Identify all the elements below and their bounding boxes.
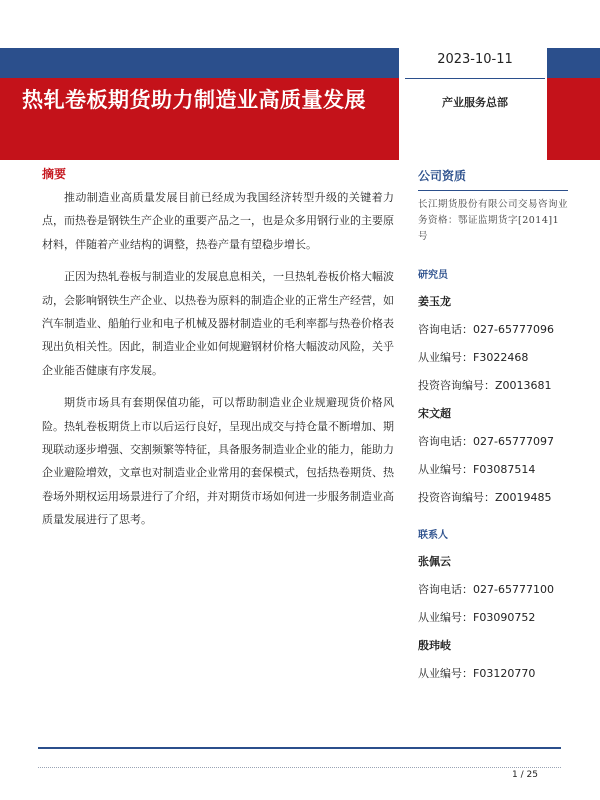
contact-license: 从业编号：F03090752	[418, 611, 536, 624]
footer-rule	[38, 747, 561, 749]
header-blue-band-right	[547, 48, 600, 78]
contact-name: 张佩云	[418, 555, 451, 568]
researcher-phone: 咨询电话：027-65777096	[418, 323, 554, 336]
researcher-license: 从业编号：F03087514	[418, 463, 536, 476]
report-date: 2023-10-11	[437, 52, 513, 67]
contacts-heading: 联系人	[418, 530, 448, 541]
header-blue-band	[0, 48, 399, 78]
department-label: 产业服务总部	[442, 96, 508, 109]
abstract-body	[42, 186, 394, 541]
company-heading-divider	[418, 190, 568, 191]
contact-license: 从业编号：F03120770	[418, 667, 536, 680]
contact-name: 殷玮岐	[418, 639, 451, 652]
researcher-card	[418, 293, 568, 393]
researcher-name: 姜玉龙	[418, 295, 451, 308]
sidebar	[418, 160, 568, 681]
company-qualification: 长江期货股份有限公司交易咨询业务资格：鄂证监期货字[2014]1号	[418, 199, 569, 242]
header-red-band-right	[547, 78, 600, 160]
abstract-paragraph: 推动制造业高质量发展目前已经成为我国经济转型升级的关键着力点，而热卷是钢铁生产企业的重要产品之一，也是众多用钢行业的主要原材料，伴随着产业结构的调整，热卷产量有望稳步增长。	[42, 191, 394, 251]
contact-card	[418, 553, 568, 625]
researcher-name: 宋文超	[418, 407, 451, 420]
researcher-card	[418, 405, 568, 505]
date-divider	[405, 78, 545, 79]
contact-card	[418, 637, 568, 681]
researcher-license: 从业编号：F3022468	[418, 351, 529, 364]
abstract-paragraph: 期货市场具有套期保值功能，可以帮助制造业企业规避现货价格风险。热轧卷板期货上市以后运行良好，呈现出成交与持仓量不断增加、期现联动逐步增强、交割频繁等特征，具备服务制造业企业的能力，能助力企业避险增效，文章也对制造业企业常用的套保模式，包括热卷期货、热卷场外期权运用场景进行了介绍，并对期货市场如何进一步服务制造业高质量发展进行了思考。	[42, 396, 394, 527]
report-title: 热轧卷板期货助力制造业高质量发展	[22, 88, 366, 112]
researcher-advisory-number: 投资咨询编号：Z0013681	[418, 379, 552, 392]
page-number: 1 / 25	[512, 770, 538, 780]
abstract-heading: 摘要	[42, 167, 67, 181]
company-heading: 公司资质	[418, 169, 467, 183]
researchers-heading: 研究员	[418, 270, 448, 281]
researcher-phone: 咨询电话：027-65777097	[418, 435, 554, 448]
researcher-advisory-number: 投资咨询编号：Z0019485	[418, 491, 552, 504]
abstract-paragraph: 正因为热轧卷板与制造业的发展息息相关，一旦热轧卷板价格大幅波动，会影响钢铁生产企业、以热卷为原料的制造企业的正常生产经营，如汽车制造业、船舶行业和电子机械及器材制造业的毛利率都与热卷价格表现出负相关性。因此，制造业企业如何规避钢材价格大幅波动风险，关乎企业能否健康有序发展。	[42, 270, 394, 377]
footer-dotted-rule	[38, 767, 561, 768]
contact-phone: 咨询电话：027-65777100	[418, 583, 554, 596]
